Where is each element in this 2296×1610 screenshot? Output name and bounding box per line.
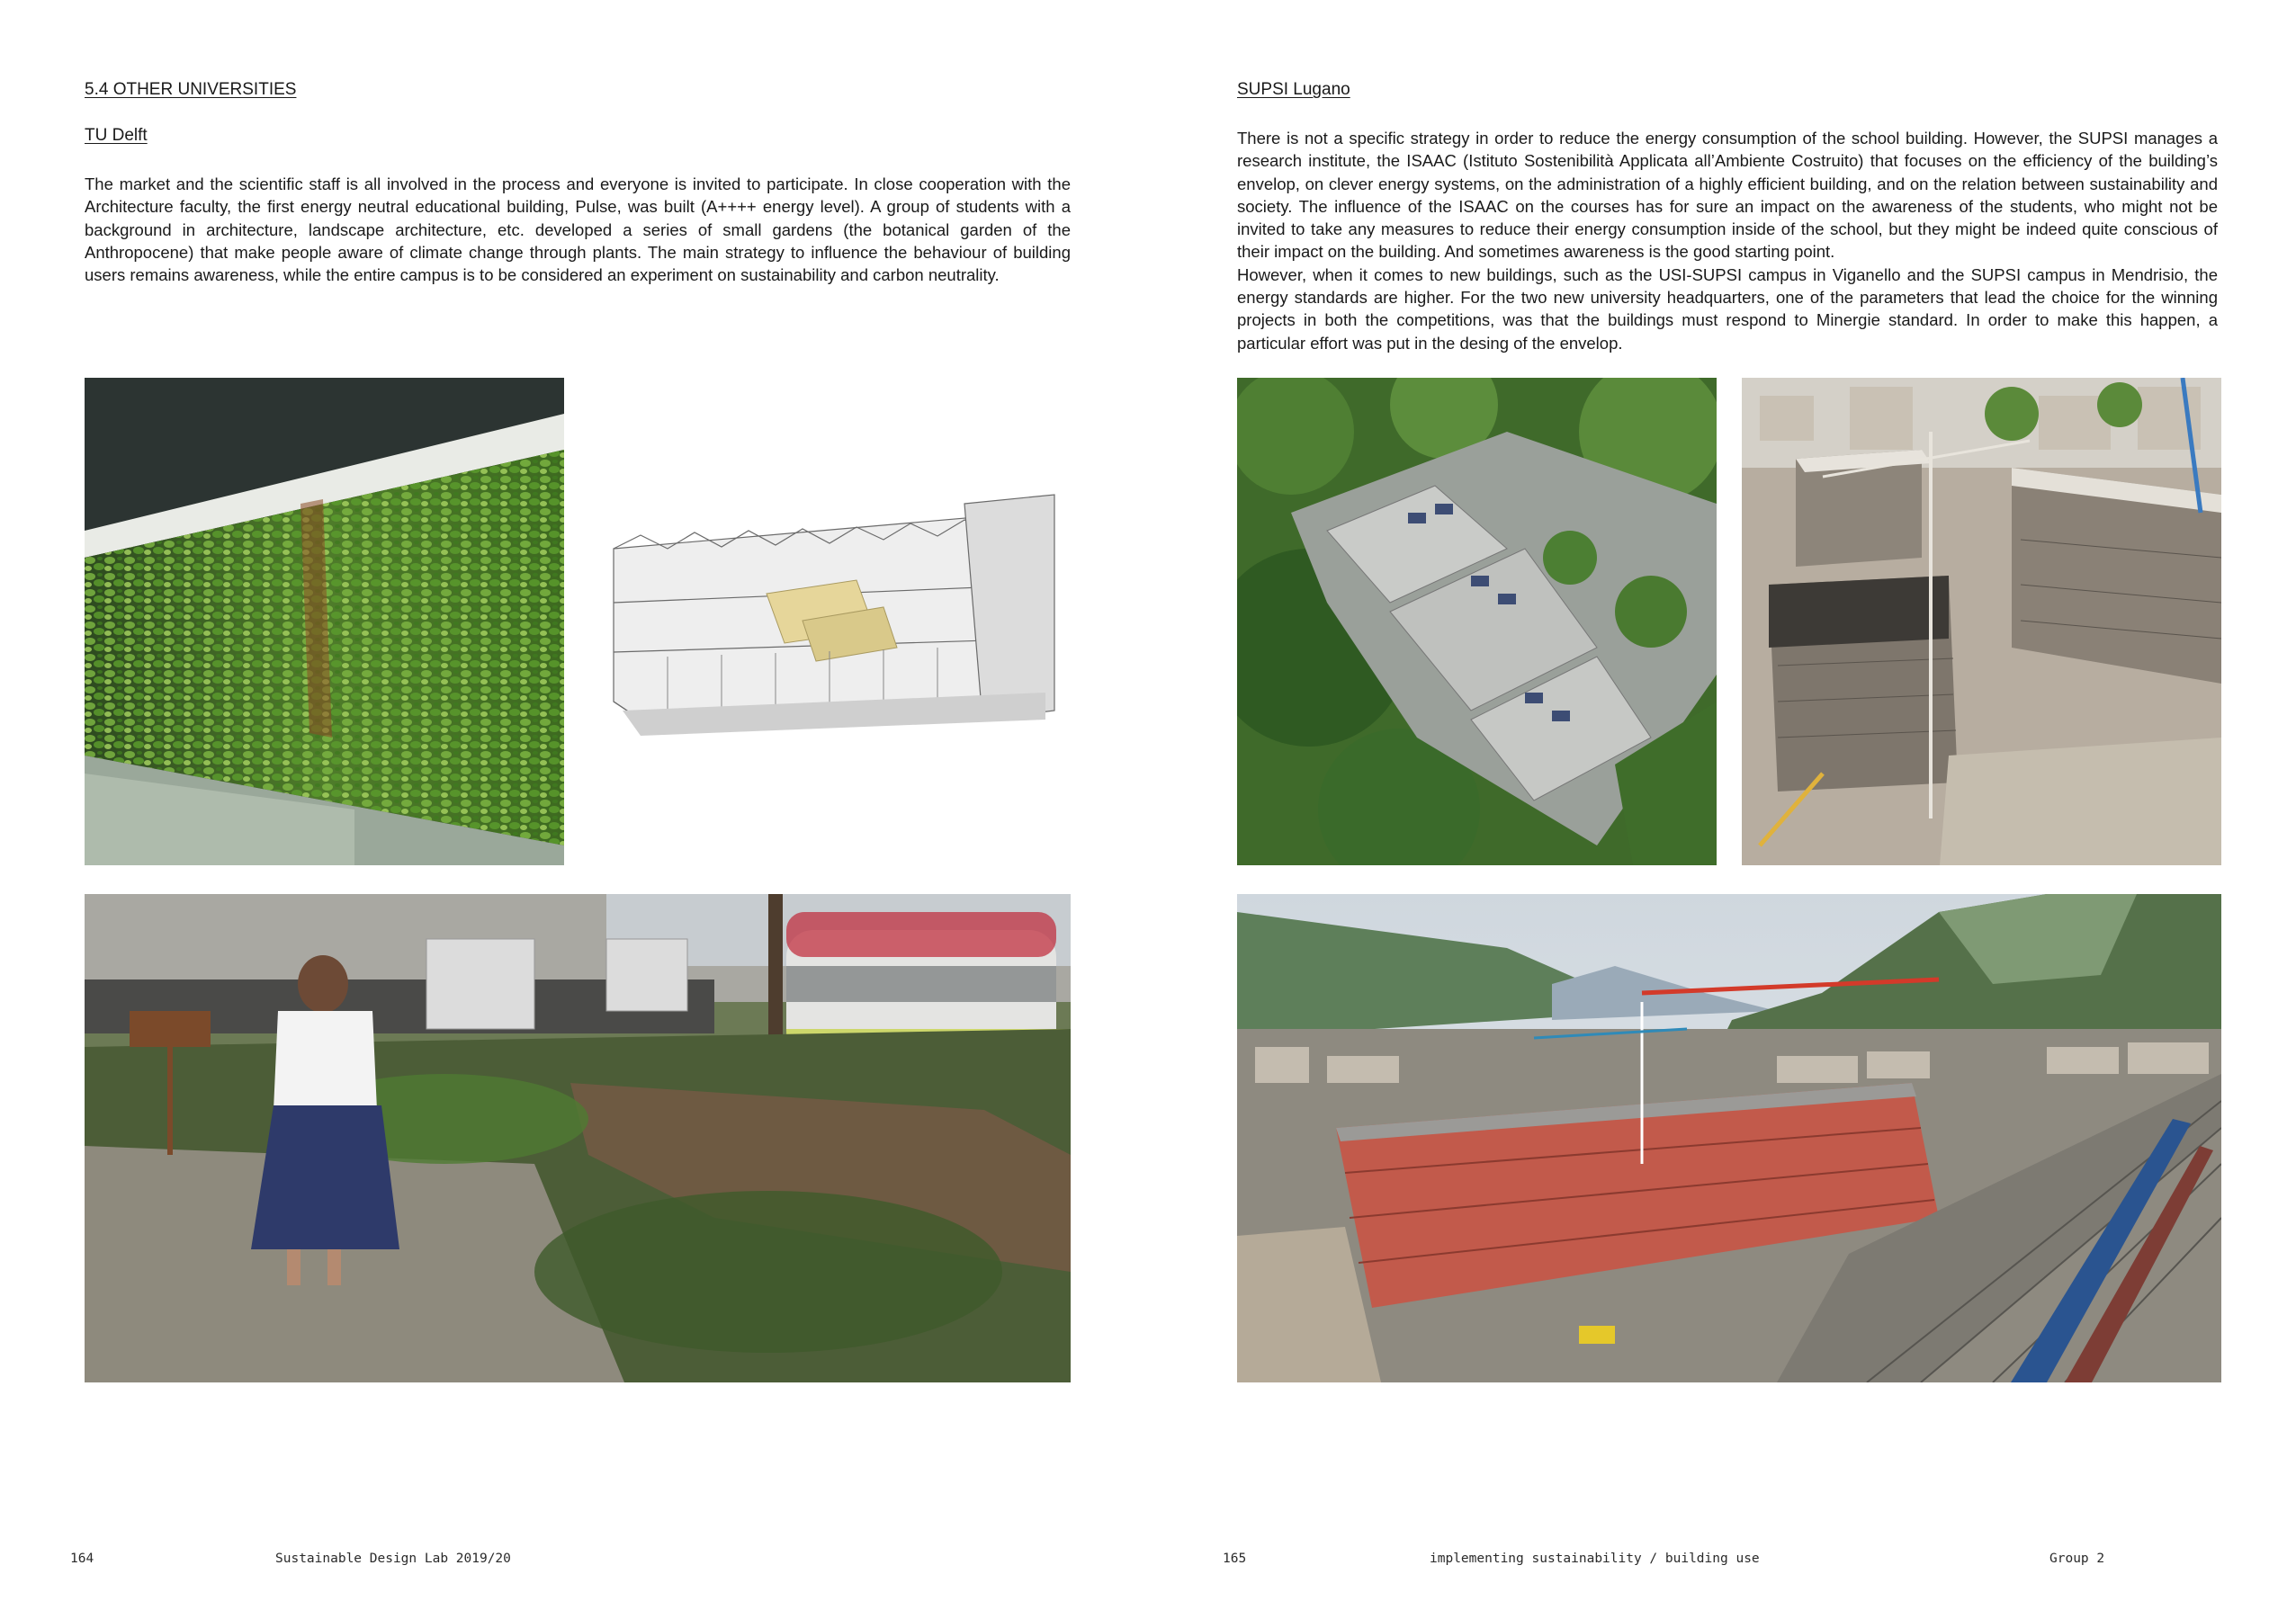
- left-footer-title: Sustainable Design Lab 2019/20: [275, 1552, 511, 1566]
- supsi-heading: SUPSI Lugano: [1237, 80, 1350, 99]
- construction-site-photo: [1742, 378, 2221, 865]
- botanical-garden-photo: [85, 894, 1071, 1382]
- supsi-paragraph-2: However, when it comes to new buildings, such as the USI-SUPSI campus in Viganello and the SUPSI campus in Mendrisio, the energy standards are higher. For the two new university headquarters, one of the parameters that lead the choice for the winning projects in both the competitions, was that the buildings must respond to Minergie standard. In order to make this happen, a particular effort was put in the desing of the envelop.: [1237, 264, 2218, 353]
- right-footer-title: implementing sustainability / building use: [1430, 1552, 1760, 1566]
- left-page-number: 164: [70, 1552, 94, 1566]
- supsi-paragraph-1: There is not a specific strategy in order to reduce the energy consumption of the school building. However, the SUPSI manages a research institute, the ISAAC (Istituto Sostenibilità Applicata all’Ambiente Costruito) that focuses on the efficiency of the building’s envelop, on clever energy systems, on the administration of a highly efficient building, and on the relation between sustainability and society. The influence of the ISAAC on the courses has for sure an impact on the awareness of the students, who might not be invited to take any measures to reduce their energy consumption inside of the school, but they might be indeed quite conscious of their impact on the building. And sometimes awareness is the good starting point.: [1237, 129, 2218, 262]
- group-label: Group 2: [2049, 1552, 2105, 1566]
- building-section-drawing: [587, 450, 1071, 783]
- railway-campus-photo: [1237, 894, 2221, 1382]
- right-page-number: 165: [1223, 1552, 1247, 1566]
- tu-delft-heading: TU Delft: [85, 126, 148, 145]
- green-wall-photo: [85, 378, 564, 865]
- tu-delft-paragraph: The market and the scientific staff is all involved in the process and everyone is invited to participate. In close cooperation with the Architecture faculty, the first energy neutral educational building, Pulse, was built (A++++ energy level). A group of students with a background in architecture, landscape architecture, etc. developed a series of small gardens (the botanical garden of the Anthropocene) that make people aware of climate change through plants. The main strategy to influence the behaviour of building users remains awareness, while the entire campus is to be considered an experiment on sustainability and carbon neutrality.: [85, 174, 1071, 285]
- section-title: 5.4 OTHER UNIVERSITIES: [85, 80, 297, 99]
- aerial-campus-photo: [1237, 378, 1717, 865]
- supsi-paragraph: [1237, 127, 2218, 354]
